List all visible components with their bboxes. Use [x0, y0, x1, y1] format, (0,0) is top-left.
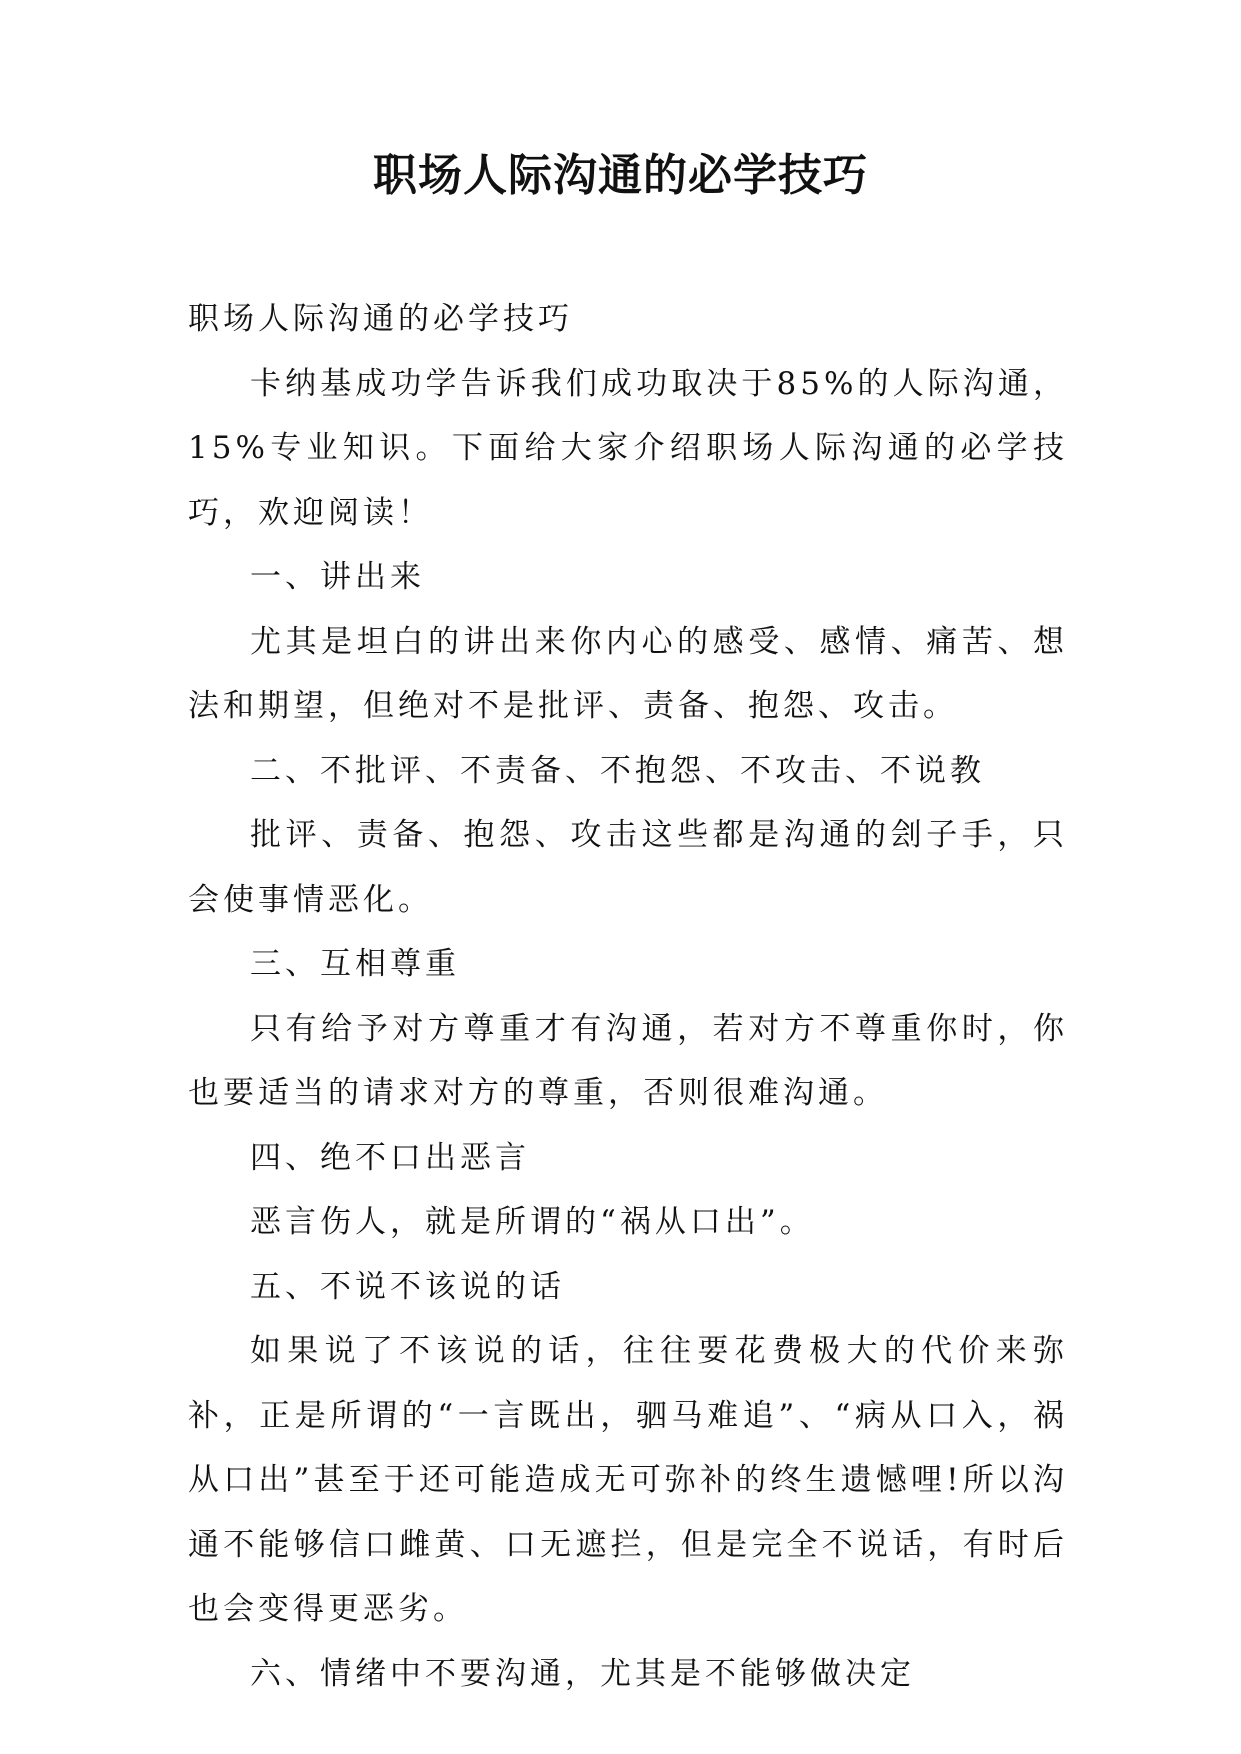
document-title: 职场人际沟通的必学技巧 — [373, 150, 868, 201]
section-heading-6: 六、情绪中不要沟通，尤其是不能够做决定 — [250, 1655, 915, 1692]
section-heading-2: 二、不批评、不责备、不抱怨、不攻击、不说教 — [250, 752, 985, 789]
section-body-4: 恶言伤人，就是所谓的“祸从口出”。 — [250, 1204, 815, 1240]
section-body-5: 如果说了不该说的话，往往要花费极大的代价来弥补，正是所谓的“一言既出，驷马难追”、“病从口入，祸从口出”甚至于还可能造成无可弥补的终生遗憾哩!所以沟通不能够信口雌黄、口无遮拦，但是完全不说话，有时后也会变得更恶劣。 — [188, 1333, 1068, 1627]
document-body — [188, 287, 1068, 1706]
subtitle-paragraph: 职场人际沟通的必学技巧 — [188, 301, 573, 337]
section-heading-4: 四、绝不口出恶言 — [250, 1139, 530, 1176]
intro-paragraph: 卡纳基成功学告诉我们成功取决于85%的人际沟通，15%专业知识。下面给大家介绍职场人际沟通的必学技巧，欢迎阅读！ — [188, 365, 1068, 531]
section-heading-1: 一、讲出来 — [250, 559, 425, 595]
section-body-1: 尤其是坦白的讲出来你内心的感受、感情、痛苦、想法和期望，但绝对不是批评、责备、抱怨、攻击。 — [188, 623, 1068, 724]
section-heading-5: 五、不说不该说的话 — [250, 1268, 565, 1305]
section-body-3: 只有给予对方尊重才有沟通，若对方不尊重你时，你也要适当的请求对方的尊重，否则很难沟通。 — [188, 1010, 1068, 1111]
section-body-2: 批评、责备、抱怨、攻击这些都是沟通的刽子手，只会使事情恶化。 — [188, 817, 1068, 918]
section-heading-3: 三、互相尊重 — [250, 946, 460, 982]
